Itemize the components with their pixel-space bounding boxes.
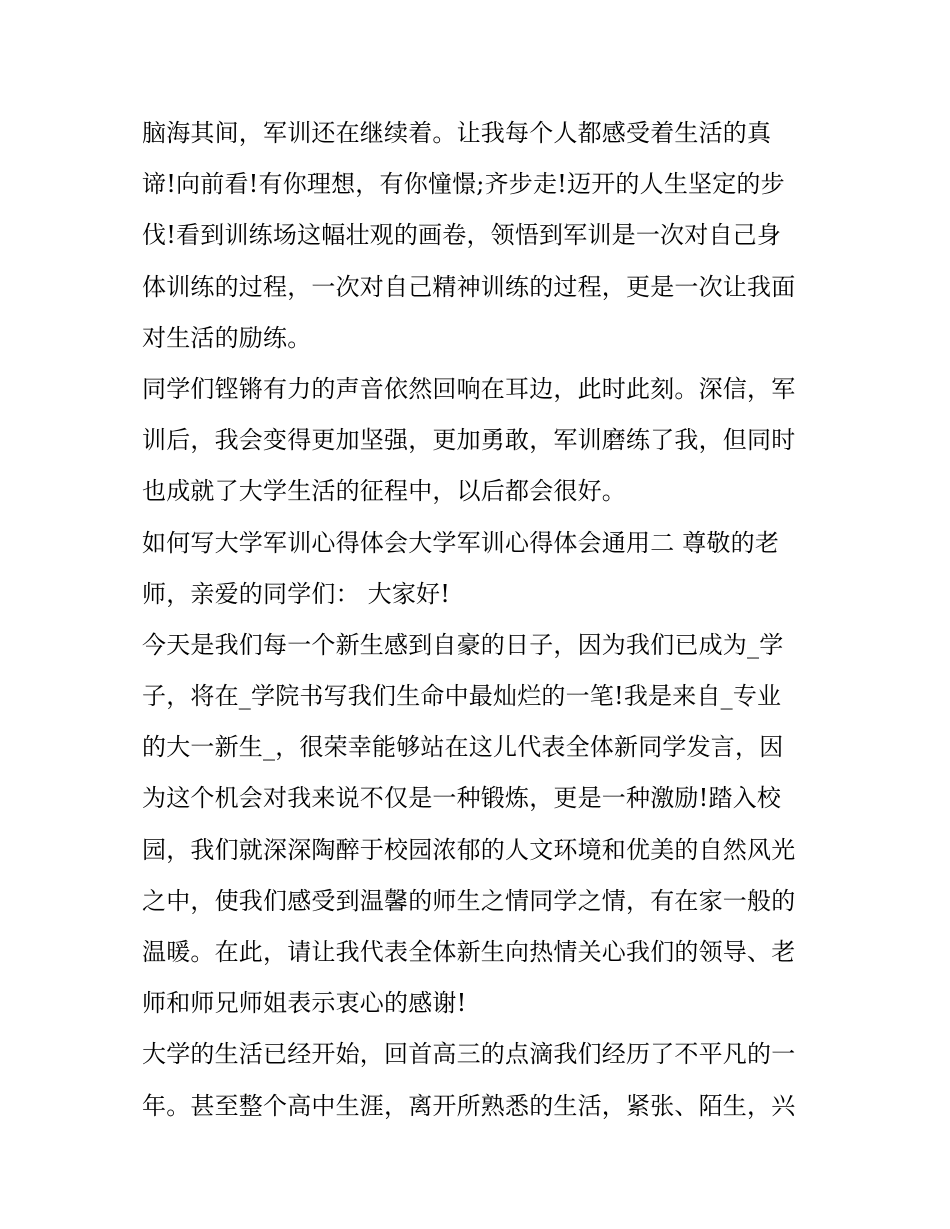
text-line: 如何写大学军训心得体会大学军训心得体会通用二 尊敬的老 [142,528,780,557]
text-line: 之中，使我们感受到温馨的师生之情同学之情，有在家一般的 [142,886,796,915]
text-line: 体训练的过程，一次对自己精神训练的过程，更是一次让我面 [142,272,796,301]
text-line: 伐!看到训练场这幅壮观的画卷，领悟到军训是一次对自己身 [142,221,782,250]
text-line: 也成就了大学生活的征程中，以后都会很好。 [142,477,626,506]
text-line: 大学的生活已经开始，回首高三的点滴我们经历了不平凡的一 [142,1040,796,1069]
text-line: 训后，我会变得更加坚强，更加勇敢，军训磨练了我，但同时 [142,426,796,455]
text-line: 师和师兄师姐表示衷心的感谢! [142,989,467,1018]
text-line: 师，亲爱的同学们： 大家好! [142,579,451,608]
text-line: 今天是我们每一个新生感到自豪的日子，因为我们已成为_学 [142,630,784,659]
text-line: 温暖。在此，请让我代表全体新生向热情关心我们的领导、老 [142,938,796,966]
text-line: 子，将在_学院书写我们生命中最灿烂的一笔!我是来自_专业 [142,682,782,711]
text-line: 园，我们就深深陶醉于校园浓郁的人文环境和优美的自然风光 [142,835,796,864]
text-line: 的大一新生_，很荣幸能够站在这儿代表全体新同学发言，因 [142,733,784,762]
text-line: 为这个机会对我来说不仅是一种锻炼，更是一种激励!踏入校 [142,784,782,813]
text-line: 年。甚至整个高中生涯，离开所熟悉的生活，紧张、陌生，兴 [142,1091,796,1120]
text-line: 同学们铿锵有力的声音依然回响在耳边，此时此刻。深信，军 [142,374,796,403]
text-line: 谛!向前看!有你理想，有你憧憬;齐步走!迈开的人生坚定的步 [142,170,785,199]
text-line: 脑海其间，军训还在继续着。让我每个人都感受着生活的真 [142,119,772,147]
document-body [142,108,810,1132]
text-line: 对生活的励练。 [142,323,312,352]
